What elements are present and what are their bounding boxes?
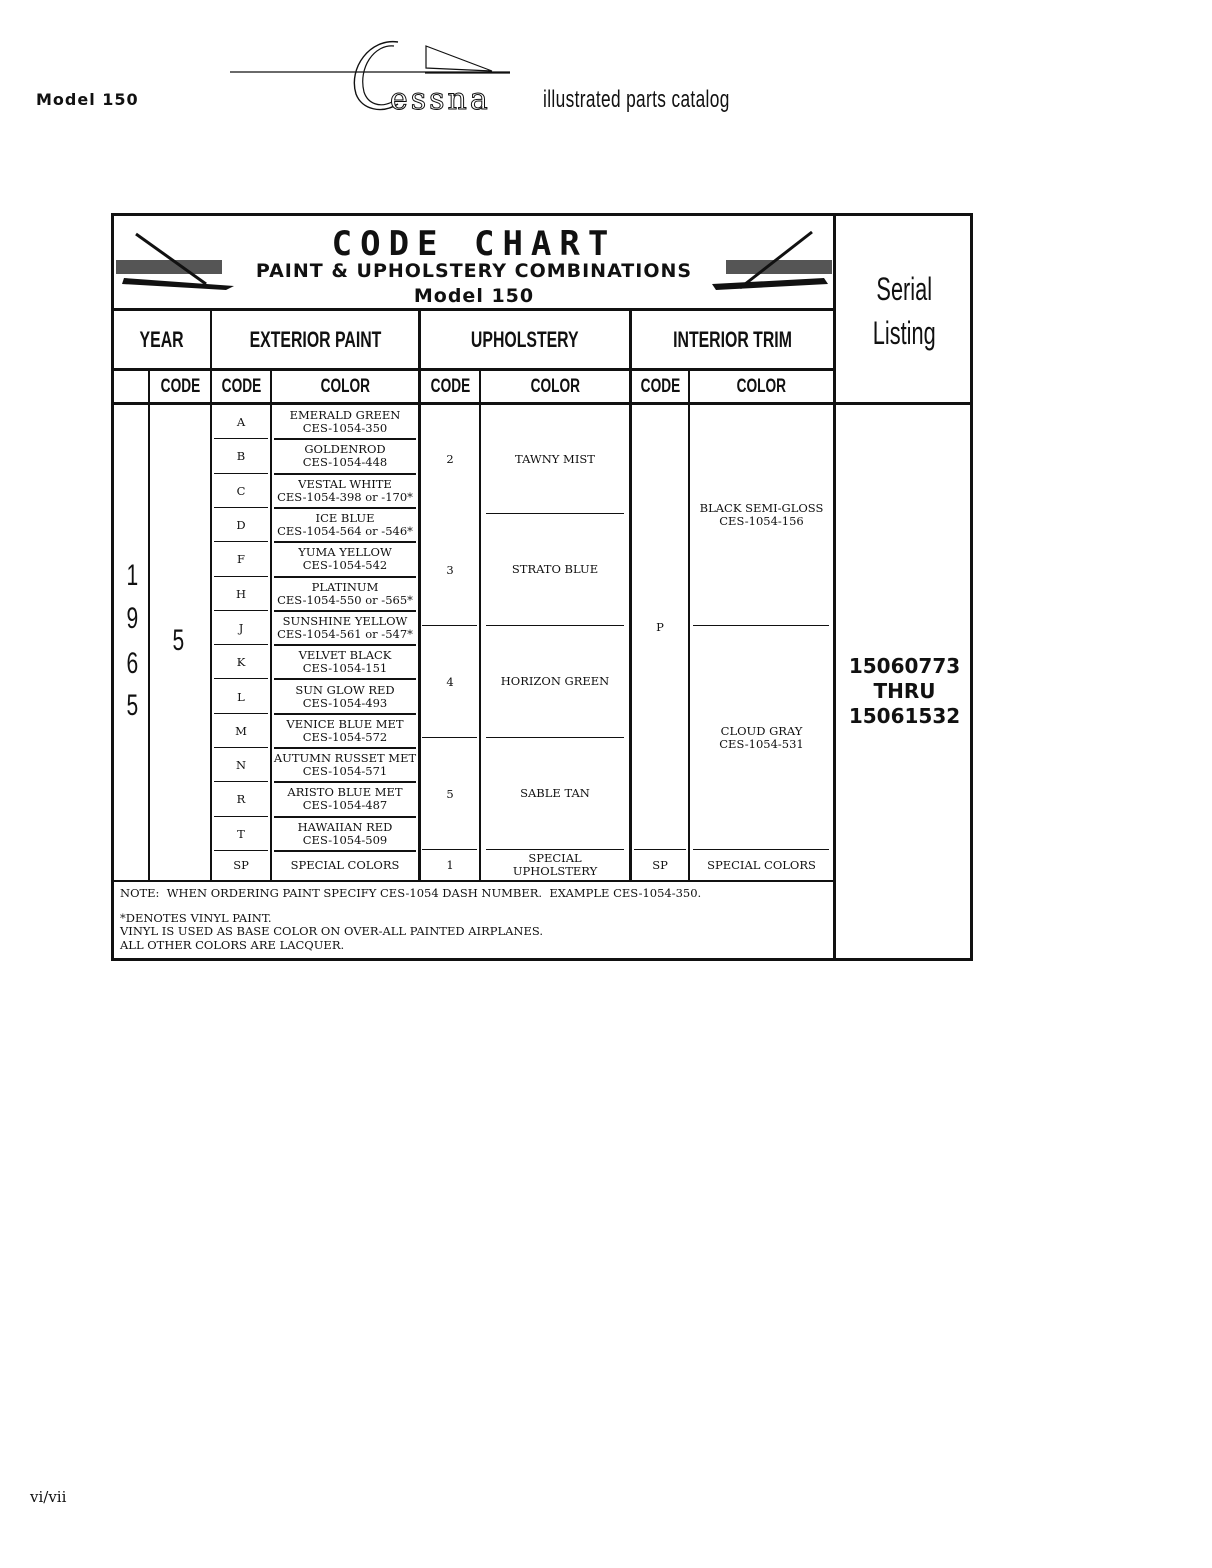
trim-color: SPECIAL COLORS: [707, 857, 816, 872]
note-line: ALL OTHER COLORS ARE LACQUER.: [120, 937, 345, 952]
year-code-value: 5: [172, 624, 185, 657]
paint-code: F: [237, 552, 245, 567]
serial-header-line2: Listing: [873, 315, 936, 351]
paint-color-part: CES-1054-564 or -546*: [277, 524, 413, 539]
paint-code: SP: [233, 858, 249, 873]
upholstery-color: [481, 850, 629, 880]
upholstery-color: SABLE TAN: [520, 786, 590, 800]
paint-color: [272, 679, 418, 713]
paint-color-part: CES-1054-448: [302, 455, 388, 470]
code-chart: [111, 213, 973, 961]
chart-model: Model 150: [413, 285, 535, 307]
paint-color: [272, 851, 418, 880]
trim-color-header: COLOR: [736, 375, 787, 397]
paint-color: [272, 474, 418, 508]
serial-thru: THRU: [873, 679, 936, 703]
paint-color-part: CES-1054-550 or -565*: [277, 592, 413, 607]
upholstery-color-line: UPHOLSTERY: [512, 864, 598, 878]
paint-color: [272, 508, 418, 542]
paint-code: D: [236, 518, 246, 533]
page-number: vi/vii: [30, 1488, 67, 1506]
year-digit: 9: [126, 602, 139, 635]
chart-subtitle: PAINT & UPHOLSTERY COMBINATIONS: [255, 260, 693, 282]
paint-color-name: GOLDENROD: [304, 442, 386, 457]
model-label: Model 150: [36, 90, 139, 109]
note-line: *DENOTES VINYL PAINT.: [120, 910, 272, 925]
upholstery-code: 1: [446, 858, 454, 872]
paint-color-part: CES-1054-571: [302, 764, 388, 779]
paint-color: [272, 611, 418, 645]
paint-color: [272, 577, 418, 611]
year-digit: 5: [126, 689, 139, 722]
serial-from: 15060773: [848, 654, 961, 678]
trim-code-header: CODE: [640, 375, 680, 397]
trim-color-name: CLOUD GRAY: [720, 723, 803, 738]
paint-color-name: SUNSHINE YELLOW: [282, 613, 408, 628]
paint-color-part: CES-1054-350: [302, 421, 388, 436]
paint-color: [272, 817, 418, 851]
trim-color: [690, 405, 833, 625]
paint-code: C: [236, 483, 246, 498]
year-digit: 1: [126, 559, 139, 592]
exterior-paint-header: EXTERIOR PAINT: [249, 326, 381, 352]
paint-color-name: VESTAL WHITE: [298, 476, 392, 491]
note-line: NOTE: WHEN ORDERING PAINT SPECIFY CES-1054 DASH NUMBER. EXAMPLE CES-1054-350.: [120, 886, 702, 900]
paint-code: K: [236, 655, 246, 670]
paint-code: L: [237, 689, 245, 704]
paint-code: R: [236, 792, 246, 807]
paint-code: M: [235, 723, 247, 738]
interior-trim-header: INTERIOR TRIM: [673, 326, 792, 352]
year-digit: 6: [126, 647, 139, 680]
trim-code: P: [656, 620, 664, 634]
upholstery-color: TAWNY MIST: [515, 451, 595, 466]
paint-color-name: VELVET BLACK: [298, 648, 392, 663]
paint-color-part: CES-1054-509: [302, 832, 388, 847]
paint-code: T: [237, 826, 245, 841]
paint-code: H: [235, 586, 247, 601]
paint-color-name: SUN GLOW RED: [295, 682, 395, 697]
paint-color: [272, 748, 418, 782]
upholstery-code: 5: [446, 786, 454, 801]
paint-color: [272, 645, 418, 679]
paint-color-part: CES-1054-487: [302, 798, 388, 813]
paint-code: J: [238, 620, 244, 635]
paint-color-part: CES-1054-398 or -170*: [277, 489, 413, 504]
paint-color-part: CES-1054-561 or -547*: [277, 626, 413, 641]
paint-code: B: [236, 449, 246, 464]
upholstery-color: HORIZON GREEN: [500, 674, 610, 688]
paint-code-header: CODE: [221, 375, 261, 397]
paint-code: A: [236, 415, 246, 430]
paint-color-name: SPECIAL COLORS: [290, 857, 400, 872]
paint-color: [272, 542, 418, 576]
cessna-logo: [230, 38, 750, 128]
paint-color-name: ARISTO BLUE MET: [287, 785, 403, 800]
chart-notes: [120, 887, 701, 952]
paint-color-part: CES-1054-493: [302, 695, 388, 710]
serial-range: [836, 654, 973, 729]
paint-color-name: PLATINUM: [311, 579, 379, 594]
paint-color-name: VENICE BLUE MET: [286, 716, 404, 731]
upholstery-color: STRATO BLUE: [511, 562, 599, 576]
trim-color-name: BLACK SEMI-GLOSS: [699, 501, 824, 515]
paint-color: [272, 714, 418, 748]
serial-header-line1: Serial: [876, 271, 933, 307]
upholstery-color-line: SPECIAL: [528, 851, 582, 865]
year-header: YEAR: [139, 326, 185, 352]
paint-color-name: YUMA YELLOW: [298, 545, 392, 560]
upholstery-code-header: CODE: [430, 375, 470, 397]
trim-color-part: CES-1054-531: [719, 736, 804, 751]
catalog-tagline: illustrated parts catalog: [543, 86, 730, 113]
serial-to: 15061532: [848, 704, 961, 728]
paint-code: N: [235, 758, 247, 773]
trim-color-part: CES-1054-156: [719, 514, 804, 528]
paint-color: [272, 782, 418, 816]
serial-listing-header: [836, 256, 973, 366]
paint-color-name: HAWAIIAN RED: [297, 819, 393, 834]
paint-color: [272, 439, 418, 473]
note-line: VINYL IS USED AS BASE COLOR ON OVER-ALL PAINTED AIRPLANES.: [120, 924, 543, 938]
upholstery-code: 4: [446, 674, 454, 689]
trim-color: [690, 626, 833, 849]
paint-color-part: CES-1054-572: [302, 729, 388, 744]
logo-text: essna: [390, 82, 491, 117]
chart-title: CODE CHART: [331, 224, 617, 264]
paint-color-name: AUTUMN RUSSET MET: [273, 751, 417, 766]
upholstery-code: 2: [446, 452, 454, 466]
upholstery-color-header: COLOR: [530, 375, 580, 397]
paint-color-name: ICE BLUE: [315, 511, 375, 526]
upholstery-header: UPHOLSTERY: [471, 326, 579, 352]
paint-color-part: CES-1054-542: [302, 558, 388, 573]
trim-code: SP: [652, 858, 668, 872]
paint-color: [272, 405, 418, 439]
paint-color-part: CES-1054-151: [302, 661, 388, 676]
paint-color-name: EMERALD GREEN: [289, 408, 401, 423]
upholstery-code: 3: [446, 562, 454, 577]
year-code-header: CODE: [160, 375, 200, 397]
paint-color-header: COLOR: [320, 375, 370, 397]
